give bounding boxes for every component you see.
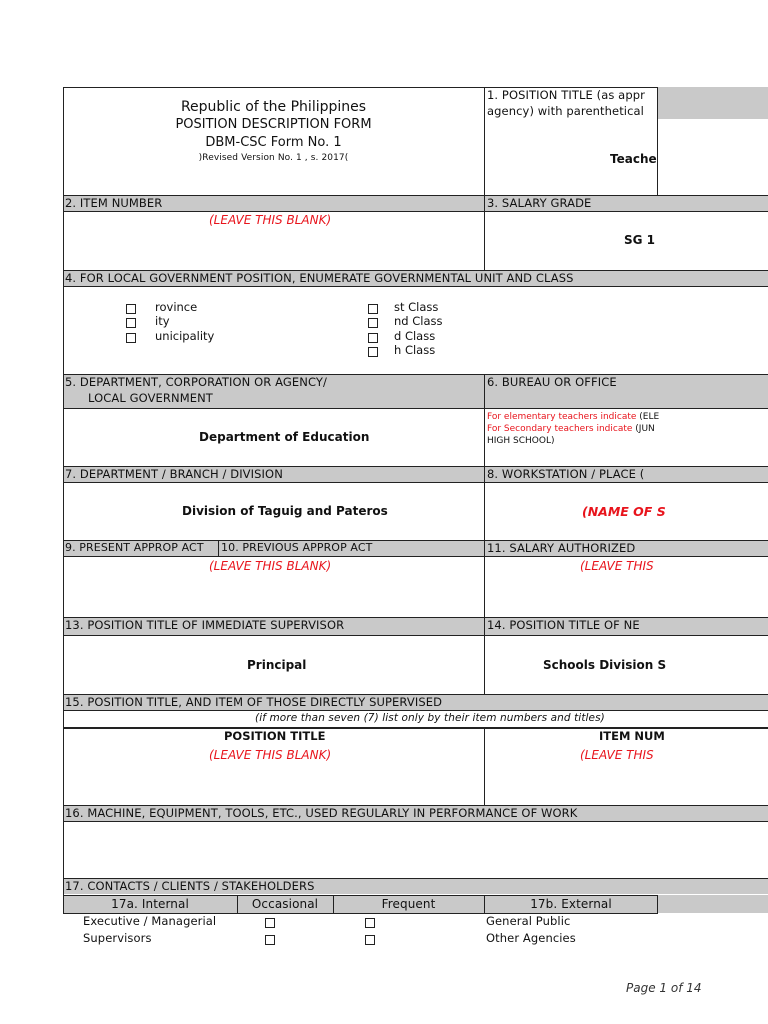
salary-authorized-label: 11. SALARY AUTHORIZED <box>487 541 636 555</box>
occasional-column: Occasional <box>251 897 319 911</box>
header-revision: )Revised Version No. 1 , s. 2017( <box>198 153 349 163</box>
directly-supervised-note: (if more than seven (7) list only by their item numbers and titles) <box>255 712 605 724</box>
other-agencies-label: Other Agencies <box>486 931 576 945</box>
header-form-number: DBM-CSC Form No. 1 <box>205 135 342 150</box>
position-title-value[interactable]: Teache <box>610 152 657 166</box>
bureau-note-high-school: HIGH SCHOOL) <box>487 436 555 446</box>
local-government-label: 4. FOR LOCAL GOVERNMENT POSITION, ENUMERATE GOVERNMENTAL UNIT AND CLASS <box>65 271 574 285</box>
previous-approp-label: 10. PREVIOUS APPROP ACT <box>221 541 373 554</box>
external-column: 17b. External <box>530 897 612 911</box>
header-form-title: POSITION DESCRIPTION FORM <box>175 117 372 132</box>
item-number-label: 2. ITEM NUMBER <box>65 196 163 210</box>
salary-authorized-value[interactable]: (LEAVE THIS <box>580 559 654 573</box>
department-value[interactable]: Department of Education <box>199 430 370 444</box>
supervisors-label: Supervisors <box>83 931 152 945</box>
present-approp-label: 9. PRESENT APPROP ACT <box>65 541 204 554</box>
fourth-class-checkbox[interactable] <box>368 347 378 357</box>
immediate-supervisor-value[interactable]: Principal <box>247 658 307 672</box>
position-description-form <box>63 87 768 947</box>
executive-managerial-label: Executive / Managerial <box>83 914 217 928</box>
department-label-2: LOCAL GOVERNMENT <box>88 391 213 405</box>
supervisors-occasional-checkbox[interactable] <box>265 935 275 945</box>
position-title-label-2: agency) with parenthetical <box>487 104 644 118</box>
salary-grade-label: 3. SALARY GRADE <box>487 196 592 210</box>
fourth-class-label: h Class <box>394 343 436 357</box>
bureau-note-secondary: For Secondary teachers indicate (JUN <box>487 424 655 434</box>
executive-frequent-checkbox[interactable] <box>365 918 375 928</box>
gray-band <box>658 87 768 119</box>
province-checkbox[interactable] <box>126 304 136 314</box>
province-label: rovince <box>155 300 198 314</box>
approp-act-value[interactable]: (LEAVE THIS BLANK) <box>209 559 332 573</box>
frequent-column: Frequent <box>381 897 436 911</box>
supervised-item-value[interactable]: (LEAVE THIS <box>580 748 654 762</box>
page-number: Page 1 of 14 <box>626 981 702 995</box>
machines-equipment-label: 16. MACHINE, EQUIPMENT, TOOLS, ETC., USED REGULARLY IN PERFORMANCE OF WORK <box>65 806 578 820</box>
salary-grade-value[interactable]: SG 1 <box>624 233 656 247</box>
section-bar-17-cols-right <box>658 895 768 913</box>
directly-supervised-label: 15. POSITION TITLE, AND ITEM OF THOSE DIRECTLY SUPERVISED <box>65 695 443 709</box>
division-label: 7. DEPARTMENT / BRANCH / DIVISION <box>65 467 283 481</box>
workstation-label: 8. WORKSTATION / PLACE ( <box>487 467 645 481</box>
section-bar-2 <box>63 195 768 211</box>
position-title-column: POSITION TITLE <box>224 729 326 743</box>
municipality-label: unicipality <box>155 329 215 343</box>
supervisors-frequent-checkbox[interactable] <box>365 935 375 945</box>
first-class-label: st Class <box>394 300 439 314</box>
supervised-position-value[interactable]: (LEAVE THIS BLANK) <box>209 748 332 762</box>
immediate-supervisor-label: 13. POSITION TITLE OF IMMEDIATE SUPERVISOR <box>65 618 345 632</box>
general-public-label: General Public <box>486 914 571 928</box>
second-class-label: nd Class <box>394 314 443 328</box>
contacts-label: 17. CONTACTS / CLIENTS / STAKEHOLDERS <box>65 879 315 893</box>
municipality-checkbox[interactable] <box>126 333 136 343</box>
bureau-note-elementary: For elementary teachers indicate (ELE <box>487 412 660 422</box>
division-value[interactable]: Division of Taguig and Pateros <box>182 504 388 518</box>
executive-occasional-checkbox[interactable] <box>265 918 275 928</box>
internal-column: 17a. Internal <box>111 897 189 911</box>
department-label-1: 5. DEPARTMENT, CORPORATION OR AGENCY/ <box>65 375 327 389</box>
city-checkbox[interactable] <box>126 318 136 328</box>
third-class-checkbox[interactable] <box>368 333 378 343</box>
item-number-value[interactable]: (LEAVE THIS BLANK) <box>209 213 332 227</box>
item-number-column: ITEM NUM <box>599 729 665 743</box>
next-supervisor-value[interactable]: Schools Division S <box>543 658 667 672</box>
next-supervisor-label: 14. POSITION TITLE OF NE <box>487 618 640 632</box>
position-title-label-1: 1. POSITION TITLE (as appr <box>487 88 645 102</box>
header-republic: Republic of the Philippines <box>180 99 367 115</box>
first-class-checkbox[interactable] <box>368 304 378 314</box>
third-class-label: d Class <box>394 329 436 343</box>
bureau-office-label: 6. BUREAU OR OFFICE <box>487 375 617 389</box>
second-class-checkbox[interactable] <box>368 318 378 328</box>
city-label: ity <box>155 314 170 328</box>
workstation-value[interactable]: (NAME OF S <box>582 504 666 519</box>
